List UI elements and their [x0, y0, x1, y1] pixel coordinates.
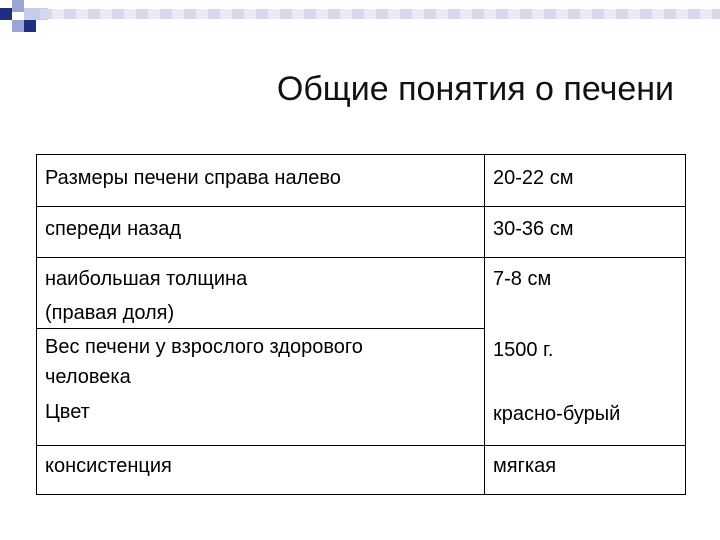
decor-square: [24, 8, 36, 20]
table-row-value: красно-бурый: [493, 403, 621, 425]
row-divider: [37, 257, 685, 258]
decor-top-bar: [40, 9, 720, 19]
slide-title: Общие понятия о печени: [276, 70, 674, 108]
liver-facts-table: [36, 154, 686, 495]
row-divider: [37, 206, 685, 207]
decor-square: [12, 20, 24, 32]
table-row-value: 7-8 см: [493, 268, 552, 290]
table-row-label: Размеры печени справа налево: [45, 167, 341, 189]
row-divider: [37, 445, 685, 446]
table-row-label: спереди назад: [45, 218, 182, 240]
decor-square: [12, 0, 24, 12]
table-row-label: человека: [45, 366, 131, 388]
decor-square: [0, 8, 12, 20]
table-row-label: Вес печени у взрослого здорового: [45, 336, 363, 358]
table-row-value: мягкая: [493, 455, 557, 477]
table-row-label: консистенция: [45, 455, 172, 477]
table-row-value: 1500 г.: [493, 339, 554, 361]
table-row-label: наибольшая толщина: [45, 268, 248, 290]
table-row-value: 30-36 см: [493, 218, 574, 240]
table-row-label: (правая доля): [45, 302, 175, 324]
decor-square: [24, 20, 36, 32]
row-divider: [485, 328, 685, 329]
table-row-label: Цвет: [45, 401, 90, 423]
table-row-value: 20-22 см: [493, 167, 574, 189]
